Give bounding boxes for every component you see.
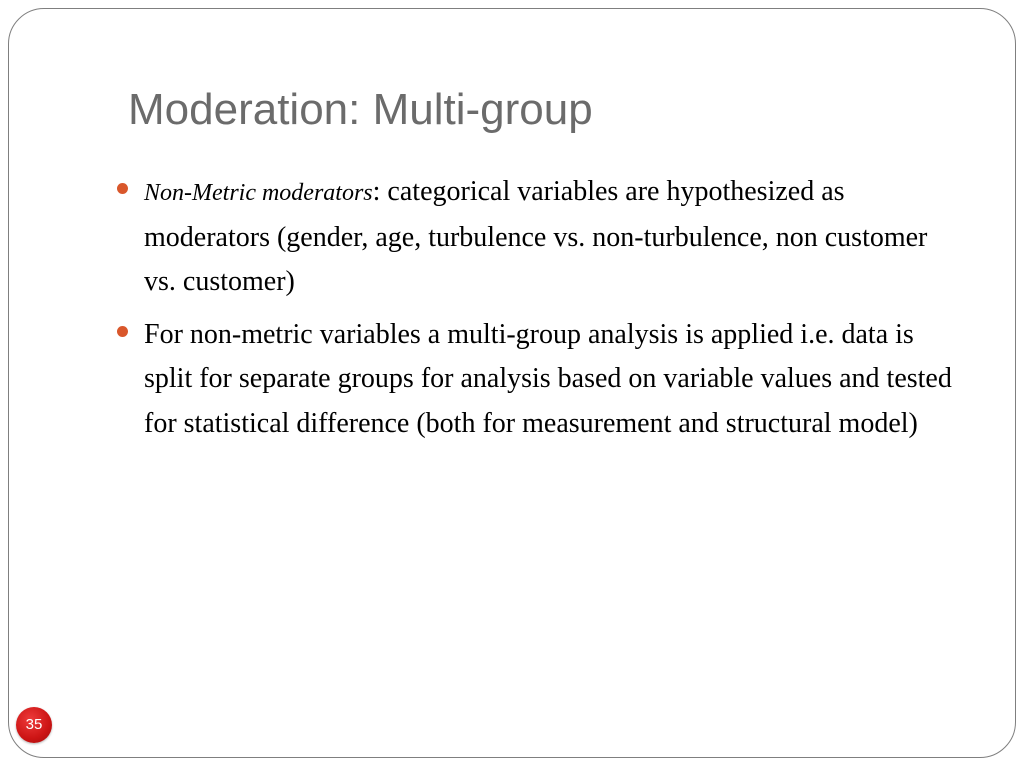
slide-number-badge: 35 (16, 707, 52, 743)
bullet-text: : categorical variables are hypothesized as moderators (gender, age, turbulence vs. non-turbulence, non customer vs. customer) (144, 176, 928, 297)
bullet-marker-icon (117, 183, 128, 194)
bullet-lead-italic: Non-Metric moderators (144, 180, 373, 206)
bullet-text: For non-metric variables a multi-group analysis is applied i.e. data is split for separate groups for analysis based on variable values and tested for statistical difference (both for measurement and structural model) (144, 318, 952, 439)
bullet-item-multi-group-analysis (116, 313, 966, 447)
bullet-marker-icon (117, 326, 128, 337)
slide-title: Moderation: Multi-group (128, 85, 593, 134)
bullet-list (116, 170, 966, 454)
bullet-item-non-metric-moderators (116, 170, 966, 305)
